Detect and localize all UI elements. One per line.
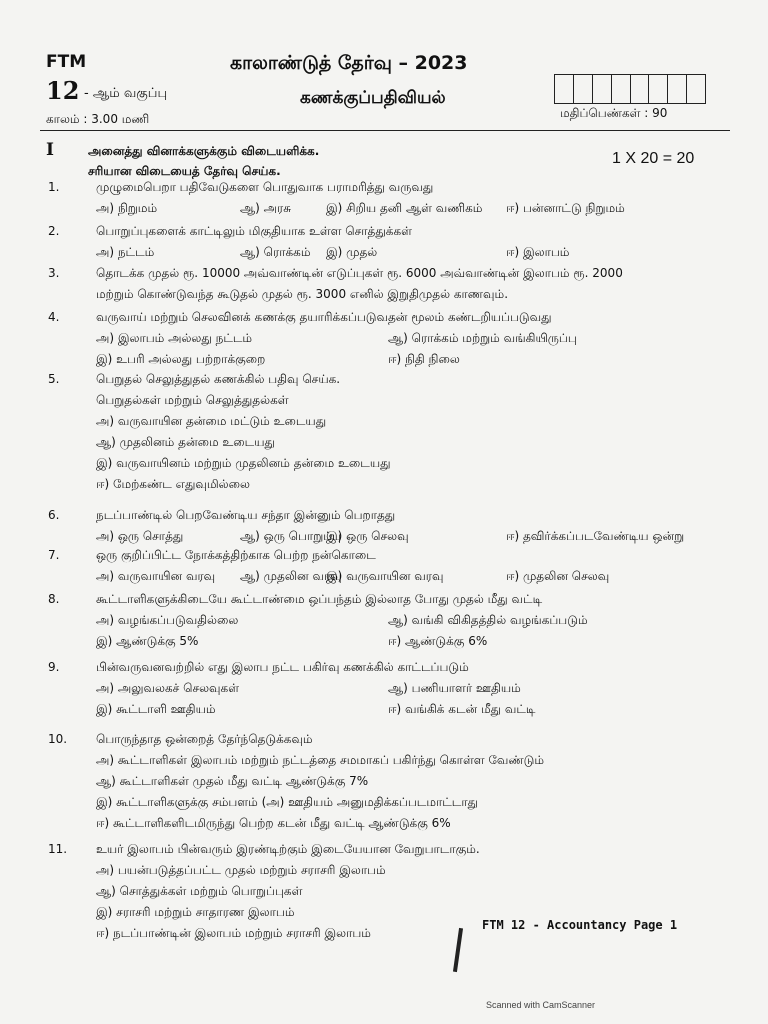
answer-option: ஈ) முதலின செலவு (506, 569, 610, 583)
question-text: வருவாய் மற்றும் செலவினக் கணக்கு தயாரிக்கப்படுவதன் மூலம் கண்டறியப்படுவது (96, 310, 552, 324)
question-text: ஒரு குறிப்பிட்ட நோக்கத்திற்காக பெற்ற நன்கொடை (96, 548, 376, 562)
question-text: பின்வருவனவற்றில் எது இலாப நட்ட பகிர்வு கணக்கில் காட்டப்படும் (96, 660, 469, 674)
question-text: ஆ) முதலினம் தன்மை உடையது (96, 435, 275, 449)
question-text: ஈ) கூட்டாளிகளிடமிருந்து பெற்ற கடன் மீது வட்டி ஆண்டுக்கு 6% (96, 816, 451, 830)
answer-option: அ) வருவாயின வரவு (96, 569, 216, 583)
question-number: 5. (48, 372, 60, 386)
question-number: 11. (48, 842, 68, 856)
question-number: 3. (48, 266, 60, 280)
register-cell (687, 75, 705, 103)
question-number: 1. (48, 180, 60, 194)
answer-option: ஈ) ஆண்டுக்கு 6% (388, 634, 488, 648)
answer-option: ஈ) தவிர்க்கப்படவேண்டிய ஒன்று (506, 529, 685, 543)
answer-option: இ) ஆண்டுக்கு 5% (96, 634, 199, 648)
question-number: 7. (48, 548, 60, 562)
answer-option: இ) கூட்டாளி ஊதியம் (96, 702, 216, 716)
answer-option: அ) இலாபம் அல்லது நட்டம் (96, 331, 253, 345)
question-text: ஆ) கூட்டாளிகள் முதல் மீது வட்டி ஆண்டுக்கு 7% (96, 774, 369, 788)
question-number: 9. (48, 660, 60, 674)
pen-mark (453, 928, 463, 972)
answer-option: இ) முதல் (326, 245, 378, 259)
question-text: நடப்பாண்டில் பெறவேண்டிய சந்தா இன்னும் பெறாதது (96, 508, 396, 522)
register-number-box (554, 74, 706, 104)
question-text: ஈ) மேற்கண்ட எதுவுமில்லை (96, 477, 250, 491)
question-text: இ) வருவாயினம் மற்றும் முதலினம் தன்மை உடையது (96, 456, 391, 470)
answer-option: ஆ) ரொக்கம் மற்றும் வங்கியிருப்பு (388, 331, 577, 345)
answer-option: அ) ஒரு சொத்து (96, 529, 184, 543)
answer-option: அ) நிறுமம் (96, 201, 158, 215)
answer-option: ஆ) பணியாளர் ஊதியம் (388, 681, 521, 695)
question-text: உயர் இலாபம் பின்வரும் இரண்டிற்கும் இடையேயான வேறுபாடாகும். (96, 842, 480, 856)
answer-option: ஆ) வங்கி விகிதத்தில் வழங்கப்படும் (388, 613, 588, 627)
answer-option: அ) அலுவலகச் செலவுகள் (96, 681, 240, 695)
scanner-watermark: Scanned with CamScanner (486, 1000, 596, 1010)
question-text: ஆ) சொத்துக்கள் மற்றும் பொறுப்புகள் (96, 884, 303, 898)
question-number: 8. (48, 592, 60, 606)
answer-option: ஈ) வங்கிக் கடன் மீது வட்டி (388, 702, 536, 716)
question-text: பெறுதல் செலுத்துதல் கணக்கில் பதிவு செய்க. (96, 372, 341, 386)
question-text: இ) சராசரி மற்றும் சாதாரண இலாபம் (96, 905, 295, 919)
exam-duration: காலம் : 3.00 மணி (46, 112, 150, 126)
section-score: 1 X 20 = 20 (612, 150, 695, 167)
question-number: 10. (48, 732, 68, 746)
question-number: 4. (48, 310, 60, 324)
question-text: பெறுதல்கள் மற்றும் செலுத்துதல்கள் (96, 393, 289, 407)
question-text: முழுமைபெறா பதிவேடுகளை பொதுவாக பராமரித்து வருவது (96, 180, 434, 194)
answer-option: அ) வழங்கப்படுவதில்லை (96, 613, 239, 627)
grade-number: 12 (46, 76, 80, 105)
question-text: அ) கூட்டாளிகள் இலாபம் மற்றும் நட்டத்தை சமமாகப் பகிர்ந்து கொள்ள வேண்டும் (96, 753, 545, 767)
exam-title: காலாண்டுத் தேர்வு – 2023 (230, 52, 468, 74)
exam-code: FTM (46, 52, 87, 72)
max-marks: மதிப்பெண்கள் : 90 (560, 106, 668, 120)
section-number: I (46, 140, 54, 160)
register-cell (593, 75, 612, 103)
answer-option: ஆ) முதலின வரவு (240, 569, 342, 583)
section-instructions (88, 141, 319, 181)
answer-option: இ) சிறிய தனி ஆள் வணிகம் (326, 201, 483, 215)
question-text: பொருந்தாத ஒன்றைத் தேர்ந்தெடுக்கவும் (96, 732, 313, 746)
question-text: இ) கூட்டாளிகளுக்கு சம்பளம் (அ) ஊதியம் அனுமதிக்கப்படமாட்டாது (96, 795, 479, 809)
question-text: பொறுப்புகளைக் காட்டிலும் மிகுதியாக உள்ள சொத்துக்கள் (96, 224, 412, 238)
register-cell (555, 75, 574, 103)
answer-option: ஈ) இலாபம் (506, 245, 570, 259)
question-text: மற்றும் கொண்டுவந்த கூடுதல் முதல் ரூ. 3000 எனில் இறுதிமுதல் காணவும். (96, 287, 509, 301)
instruction-line: அனைத்து வினாக்களுக்கும் விடையளிக்க. (88, 144, 320, 158)
register-cell (649, 75, 668, 103)
answer-option: ஆ) அரசு (240, 201, 292, 215)
register-cell (574, 75, 593, 103)
question-text: தொடக்க முதல் ரூ. 10000 அவ்வாண்டின் எடுப்புகள் ரூ. 6000 அவ்வாண்டின் இலாபம் ரூ. 2000 (96, 266, 623, 280)
instruction-line: சரியான விடையைத் தேர்வு செய்க. (88, 164, 281, 178)
question-text: கூட்டாளிகளுக்கிடையே கூட்டாண்மை ஒப்பந்தம் இல்லாத போது முதல் மீது வட்டி (96, 592, 543, 606)
answer-option: ஈ) பன்னாட்டு நிறுமம் (506, 201, 625, 215)
question-number: 2. (48, 224, 60, 238)
register-cell (631, 75, 650, 103)
answer-option: இ) ஒரு செலவு (326, 529, 409, 543)
answer-option: ஆ) ரொக்கம் (240, 245, 311, 259)
header-divider (40, 130, 730, 131)
answer-option: ஆ) ஒரு பொறுப்பு (240, 529, 342, 543)
question-number: 6. (48, 508, 60, 522)
subject-title: கணக்குப்பதிவியல் (300, 88, 446, 108)
answer-option: இ) வருவாயின வரவு (326, 569, 444, 583)
question-text: ஈ) நடப்பாண்டின் இலாபம் மற்றும் சராசரி இலாபம் (96, 926, 371, 940)
register-cell (612, 75, 631, 103)
register-cell (668, 75, 687, 103)
answer-option: ஈ) நிதி நிலை (388, 352, 460, 366)
question-text: அ) பயன்படுத்தப்பட்ட முதல் மற்றும் சராசரி இலாபம் (96, 863, 386, 877)
question-text: அ) வருவாயின தன்மை மட்டும் உடையது (96, 414, 327, 428)
grade-text: - ஆம் வகுப்பு (84, 86, 168, 101)
answer-option: இ) உபரி அல்லது பற்றாக்குறை (96, 352, 266, 366)
answer-option: அ) நட்டம் (96, 245, 155, 259)
page-footer: FTM 12 - Accountancy Page 1 (482, 918, 678, 932)
